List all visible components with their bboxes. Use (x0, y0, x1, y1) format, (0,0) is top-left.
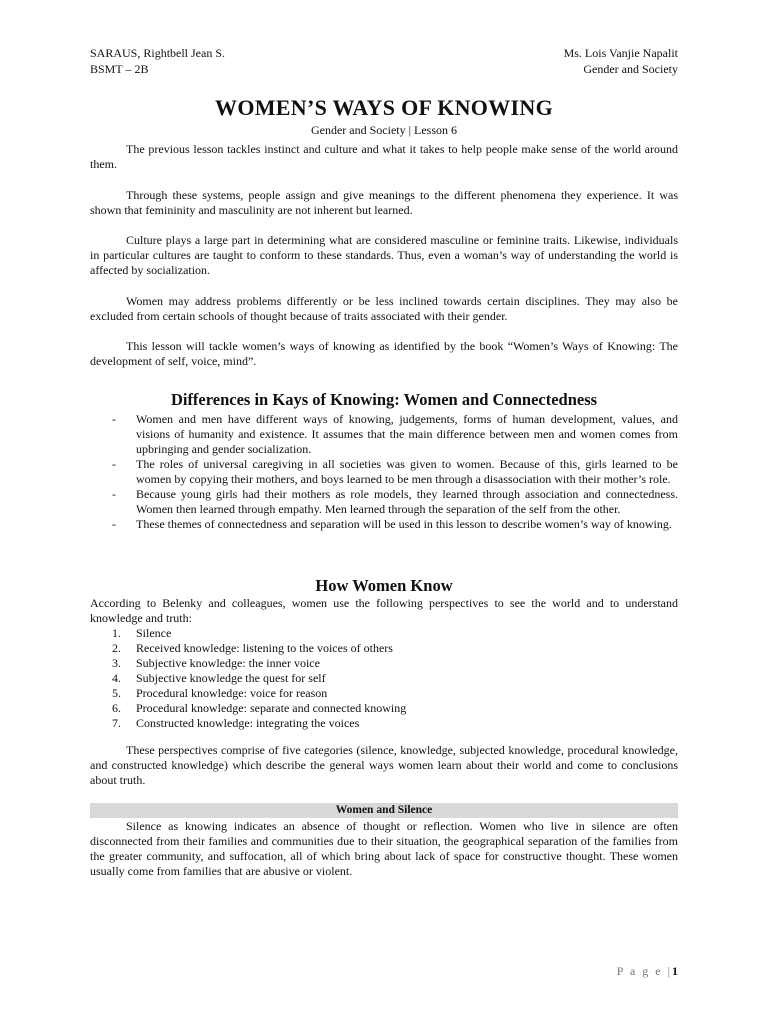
section-heading-how-women-know: How Women Know (315, 576, 453, 595)
course-name: Gender and Society (583, 62, 678, 76)
page-subtitle: Gender and Society | Lesson 6 (310, 123, 458, 137)
perspectives-summary: These perspectives comprise of five categories (silence, knowledge, subjected knowledge, procedural knowledge, and constructed knowledge) which describe the general ways women learn about their world and come to conclusions about truth. (90, 743, 678, 787)
section-heading-connectedness: Differences in Kays of Knowing: Women and Connectedness (170, 390, 598, 409)
list-item: - These themes of connectedness and separation will be used in this lesson to describe women’s way of knowing. (112, 517, 672, 531)
list-item: 1. Silence (112, 626, 172, 640)
instructor-name: Ms. Lois Vanjie Napalit (563, 46, 678, 60)
list-item: 3. Subjective knowledge: the inner voice (112, 656, 320, 670)
header-right (564, 45, 678, 77)
list-item: 2. Received knowledge: listening to the voices of others (112, 641, 393, 655)
student-section: BSMT – 2B (90, 62, 149, 76)
student-name: SARAUS, Rightbell Jean S. (90, 46, 226, 60)
page-number: 1 (672, 964, 678, 978)
list-item: 7. Constructed knowledge: integrating the voices (112, 716, 360, 730)
connectedness-list (112, 412, 678, 532)
intro-paragraph-5: This lesson will tackle women’s ways of knowing as identified by the book “Women’s Ways of Knowing: The development of self, voice, mind”. (90, 339, 678, 368)
list-item: 5. Procedural knowledge: voice for reason (112, 686, 328, 700)
list-item: 6. Procedural knowledge: separate and connected knowing (112, 701, 407, 715)
section-heading-silence: Women and Silence (90, 803, 678, 818)
page-label: P a g e | (616, 964, 672, 978)
intro-paragraph-4: Women may address problems differently or be less inclined towards certain disciplines. They may also be excluded from certain schools of thought because of traits associated with their gender. (90, 294, 678, 323)
list-item: - Because young girls had their mothers as role models, they learned through association and connectedness. Women then learned through empathy. Men learned through the separation of the self from the other. (112, 487, 678, 516)
perspectives-list (112, 626, 406, 731)
header-left (90, 45, 225, 77)
intro-paragraph-3: Culture plays a large part in determining what are considered masculine or feminine traits. Likewise, individuals in particular cultures are taught to conform to these standards. Thus, even a woman’s way of understanding the world is affected by socialization. (90, 233, 678, 277)
perspectives-intro: According to Belenky and colleagues, women use the following perspectives to see the world and to understand knowledge and truth: (90, 596, 678, 625)
page-footer (617, 964, 678, 979)
list-item: 4. Subjective knowledge the quest for self (112, 671, 326, 685)
list-item: - Women and men have different ways of knowing, judgements, forms of human development, values, and visions of humanity and existence. It assumes that the main difference between men and women comes from upbringing and gender socialization. (112, 412, 678, 456)
silence-paragraph: Silence as knowing indicates an absence of thought or reflection. Women who live in silence are often disconnected from their families and communities due to their situation, the geographical separation of the families from the greater community, and suffocation, all of which bring about lack of space for constructive thought. These women usually come from families that are abusive or violent. (90, 819, 678, 878)
intro-paragraph-1: The previous lesson tackles instinct and culture and what it takes to help people make sense of the world around them. (90, 142, 678, 171)
intro-paragraph-2: Through these systems, people assign and give meanings to the different phenomena they experience. It was shown that femininity and masculinity are not inherent but learned. (90, 188, 678, 217)
list-item: - The roles of universal caregiving in all societies was given to women. Because of this, girls learned to be women by copying their mothers, and boys learned to be men through a disassociation with their mother’s role. (112, 457, 678, 486)
page-title: WOMEN’S WAYS OF KNOWING (215, 95, 553, 120)
